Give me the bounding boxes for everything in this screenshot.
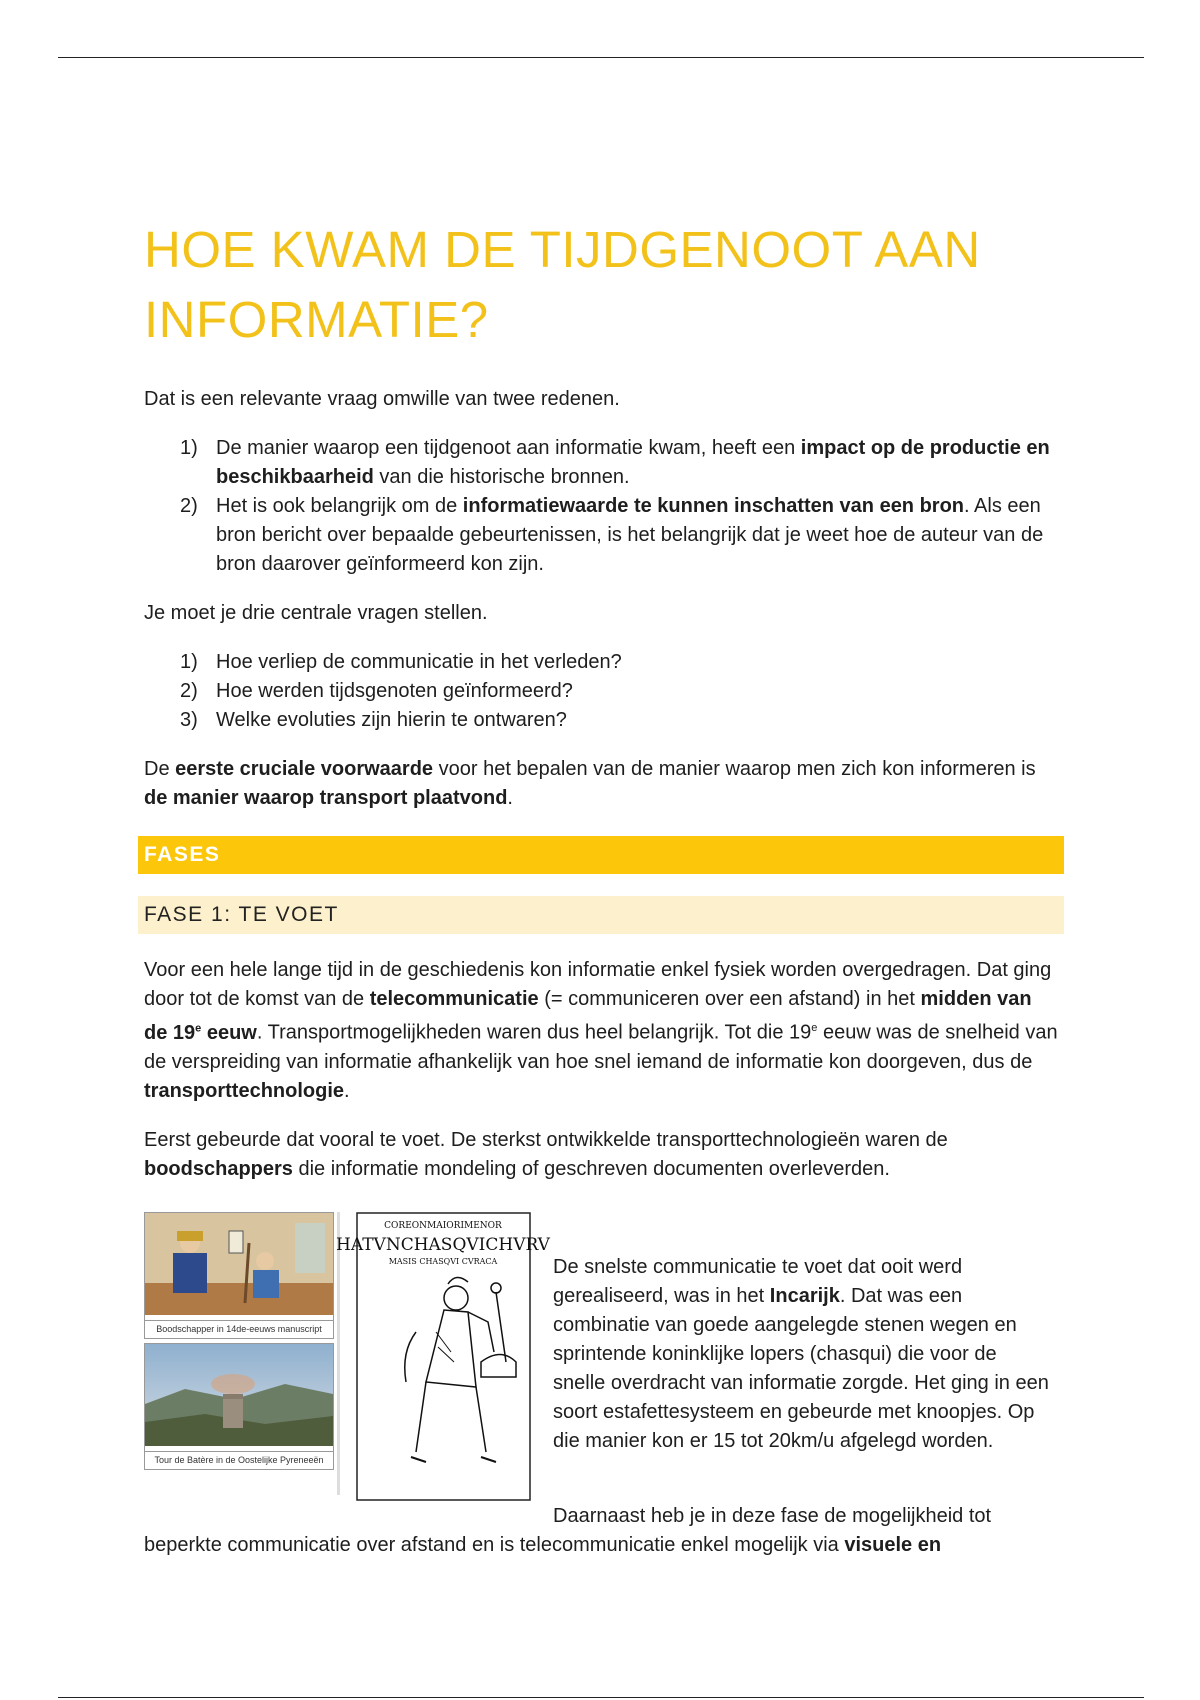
page-title: HOE KWAM DE TIJDGENOOT AAN INFORMATIE? bbox=[144, 221, 981, 348]
list-item bbox=[144, 706, 1060, 735]
condition-paragraph: De eerste cruciale voorwaarde voor het bepalen van de manier waarop men zich kon informeren is de manier waarop transport plaatvond. bbox=[144, 758, 1036, 809]
list-number: 2) bbox=[180, 495, 198, 517]
section-heading-fase1: FASE 1: TE VOET bbox=[138, 896, 1064, 934]
inca-heading-line-1: COREONMAIORIMENOR bbox=[384, 1220, 502, 1231]
inca-heading-line-3: MASIS CHASQVI CVRACA bbox=[388, 1256, 498, 1266]
list-number: 2) bbox=[180, 680, 198, 702]
inca-paragraph: De snelste communicatie te voet dat ooit werd gerealiseerd, was in het Incarijk. Dat was een combinatie van goede aangelegde stenen wegen en sprintende koninklijke lopers (chasqui) die voor de snelle overdracht van informatie zorgde. Het ging in een soort estafettesysteem en gebeurde met knoopjes. Op die manier kon er 15 tot 20km/u afgelegd worden. bbox=[553, 1255, 1049, 1452]
list-text: van die historische bronnen. bbox=[373, 466, 630, 488]
list-number: 3) bbox=[180, 709, 198, 731]
questions-list bbox=[144, 648, 1060, 735]
list-item bbox=[144, 648, 1060, 677]
list-number: 1) bbox=[180, 437, 198, 459]
section-heading-fases: FASES bbox=[138, 836, 1064, 874]
inca-runner-drawing bbox=[336, 1212, 550, 1502]
tower-caption: Tour de Batère in de Oostelijke Pyreneeën bbox=[144, 1452, 334, 1470]
footer-rule bbox=[58, 1697, 1144, 1698]
list-text: Het is ook belangrijk om de bbox=[216, 495, 463, 517]
list-bold-text: informatiewaarde te kunnen inschatten van een bron bbox=[462, 495, 965, 517]
central-questions-intro: Je moet je drie centrale vragen stellen. bbox=[144, 602, 488, 624]
list-text: Hoe verliep de communicatie in het verleden? bbox=[216, 651, 622, 673]
list-text: De manier waarop een tijdgenoot aan informatie kwam, heeft een bbox=[216, 437, 801, 459]
intro-paragraph: Dat is een relevante vraag omwille van twee redenen. bbox=[144, 388, 620, 410]
list-item bbox=[144, 434, 1060, 492]
list-item bbox=[144, 492, 1060, 579]
list-bold-text: impact op de productie en beschikbaarheid bbox=[216, 437, 1050, 488]
list-text: Welke evoluties zijn hierin te ontwaren? bbox=[216, 709, 567, 731]
manuscript-caption: Boodschapper in 14de-eeuws manuscript bbox=[144, 1321, 334, 1339]
manuscript-image bbox=[144, 1212, 334, 1321]
foot-phase-paragraph: Voor een hele lange tijd in de geschiedenis kon informatie enkel fysiek worden overgedragen. Dat ging door tot de komst van de telecommunicatie (= communiceren over een afstand) in het midden van de 19e eeuw. Transportmogelijkheden waren dus heel belangrijk. Tot die 19e eeuw was de snelheid van de verspreiding van informatie afhankelijk van hoe snel iemand de informatie kon doorgeven, dus de transporttechnologie. bbox=[144, 959, 1058, 1102]
list-text: . Als een bron bericht over bepaalde gebeurtenissen, is het belangrijk dat je weet hoe de auteur van de bron daarover geïnformeerd kon zijn. bbox=[216, 495, 1044, 575]
inca-heading-line-2: HATVNCHASQVICHVRV bbox=[336, 1234, 550, 1255]
left-figures bbox=[144, 1212, 334, 1470]
messengers-paragraph: Eerst gebeurde dat vooral te voet. De sterkst ontwikkelde transporttechnologieën waren de boodschappers die informatie mondeling of geschreven documenten overleverden. bbox=[144, 1128, 948, 1180]
figure-row bbox=[144, 1212, 1060, 1502]
tower-image bbox=[144, 1343, 334, 1452]
visual-telecom-paragraph: Daarnaast heb je in deze fase de mogelijkheid tot beperkte communicatie over afstand en is telecommunicatie enkel mogelijk via visuele en bbox=[144, 1504, 992, 1556]
list-number: 1) bbox=[180, 651, 198, 673]
list-text: Hoe werden tijdsgenoten geïnformeerd? bbox=[216, 680, 573, 702]
reasons-list bbox=[144, 434, 1060, 579]
header-rule bbox=[58, 57, 1144, 58]
list-item bbox=[144, 677, 1060, 706]
page-content bbox=[144, 215, 1060, 1560]
